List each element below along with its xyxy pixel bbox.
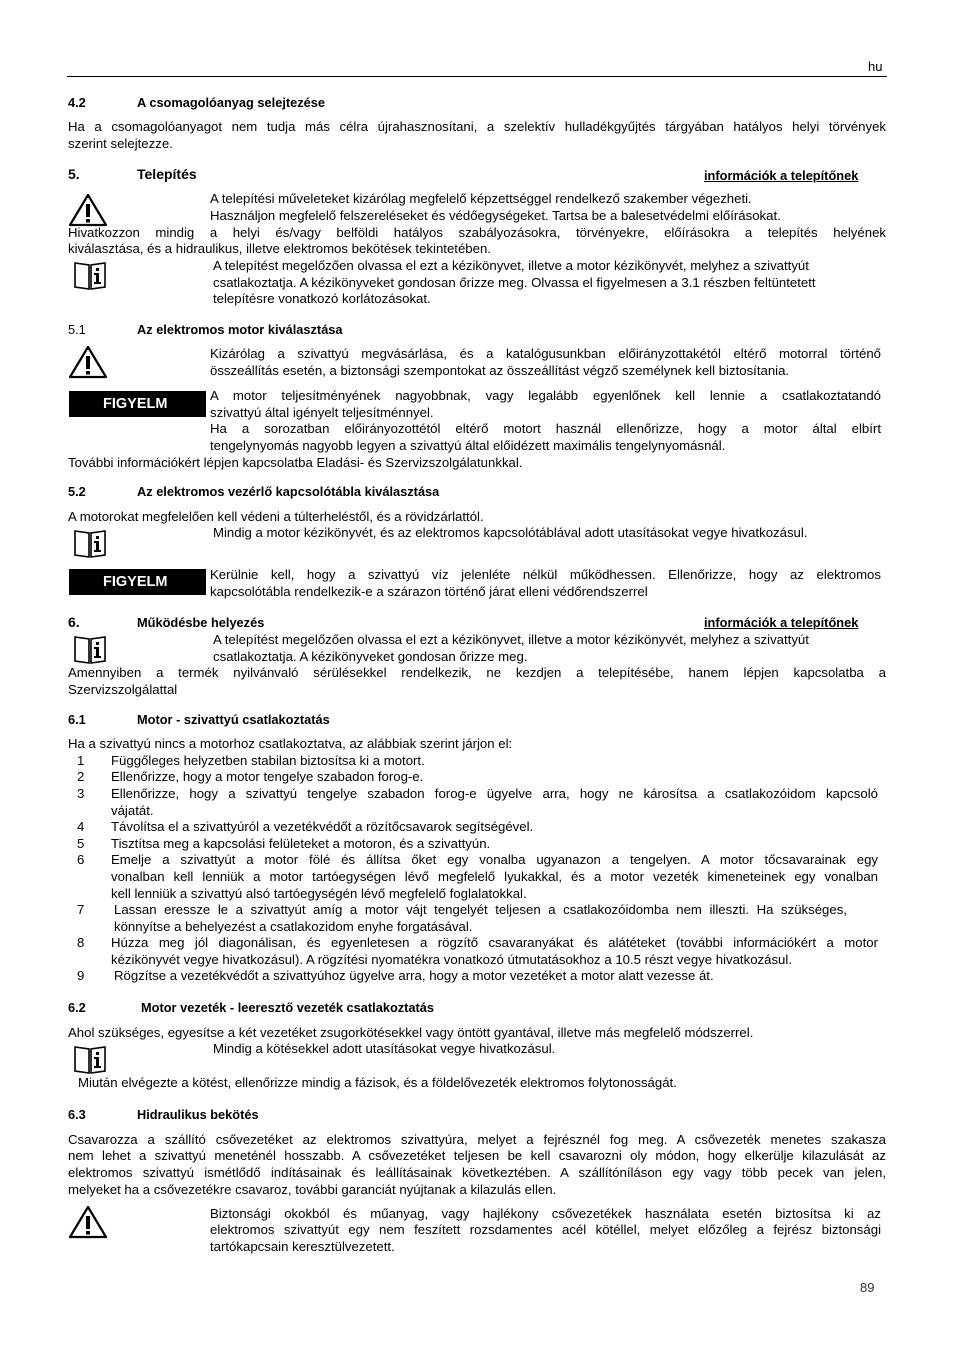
attention-label: FIGYELM bbox=[69, 569, 206, 595]
warning-icon bbox=[68, 193, 108, 227]
manual-note-line: Mindig a motor kézikönyvét, és az elektromos kapcsolótáblával adott utasításokat vegye hivatkozásul. bbox=[213, 525, 808, 540]
step-number: 8 bbox=[77, 935, 85, 950]
manual-book-icon bbox=[73, 1043, 107, 1075]
step-text: Ellenőrizze, hogy a motor tengelye szabadon forog-e. bbox=[111, 769, 424, 784]
step-number: 1 bbox=[77, 753, 85, 768]
step-text: könnyítse a behelyezést a csatlakozidom enyhe forgatásával. bbox=[114, 919, 473, 934]
paragraph-line: szerint selejtezze. bbox=[68, 136, 173, 151]
manual-note-line: A telepítést megelőzően olvassa el ezt a kézikönyvet, illetve a motor kézikönyvét, melyhez a szivattyút bbox=[213, 632, 809, 647]
paragraph-line: Ha a csomagolóanyagot nem tudja más célra újrahasznosítani, a szelektív hulladékgyűjtés tárgyában hatályos helyi törvények bbox=[68, 119, 886, 134]
section-number-6-1: 6.1 bbox=[68, 712, 86, 727]
section-title-6: Működésbe helyezés bbox=[137, 615, 265, 630]
section-number-5-2: 5.2 bbox=[68, 484, 86, 499]
step-text: Húzza meg jól diagonálisan, és egyenletesen a rögzítő csavaranyákat és alátéteket (további információkért a motor bbox=[111, 935, 878, 950]
step-text: kell lenniük a szivattyú alsó tartóegységén lévő megfelelő foglalatokkal. bbox=[111, 886, 527, 901]
attention-line: Kerülnie kell, hogy a szivattyú víz jelenléte nélkül működhessen. Ellenőrizze, hogy az elektromos bbox=[210, 567, 881, 582]
step-text: kézikönyvét vegye hivatkozásul). A rögzítési nyomatékra vonatkozó útmutatásokhoz a 10.5 részt vegye hivatkozásul. bbox=[111, 952, 792, 967]
warning-line: összeállítás esetén, a biztonsági szempontokat az összeállítást végző személynek kell biztosítania. bbox=[210, 363, 790, 378]
step-number: 9 bbox=[77, 968, 85, 983]
attention-line: A motor teljesítményének nagyobbnak, vagy legalább egyenlőnek kell lennie a csatlakoztatandó bbox=[210, 388, 881, 403]
step-number: 3 bbox=[77, 786, 85, 801]
manual-note-line: csatlakoztatja. A kézikönyveket gondosan őrizze meg. Olvassa el figyelmesen a 3.1 részben feltüntetett bbox=[213, 275, 816, 290]
warning-icon bbox=[68, 1205, 108, 1239]
warning-icon bbox=[68, 345, 108, 379]
language-code: hu bbox=[868, 59, 883, 74]
manual-book-icon bbox=[73, 633, 107, 665]
paragraph-line: elektromos szivattyú ismétlődő indításainak és leállításainak következtében. A szállítóníláson egy vagy több pecek van jelen, bbox=[68, 1165, 886, 1180]
paragraph-line: Ahol szükséges, egyesítse a két vezetéket zsugorkötésekkel vagy öntött gyantával, illetve más megfelelő módszerrel. bbox=[68, 1025, 754, 1040]
paragraph-line: A motorokat megfelelően kell védeni a túlterheléstől, és a rövidzárlattól. bbox=[68, 509, 484, 524]
attention-label: FIGYELM bbox=[69, 391, 206, 417]
manual-book-icon bbox=[73, 527, 107, 559]
section-number-5-1: 5.1 bbox=[68, 322, 86, 337]
attention-line: kapcsolótábla rendelkezik-e a szárazon történő járat elleni védőrendszerrel bbox=[210, 584, 648, 599]
step-number: 7 bbox=[77, 902, 85, 917]
step-text: Ellenőrizze, hogy a szivattyú tengelye szabadon forog-e ügyelve arra, hogy ne károsítsa a csatlakozóidom kapcsoló bbox=[111, 786, 878, 801]
paragraph-line: Amennyiben a termék nyilvánvaló sérülésekkel rendelkezik, ne kezdjen a telepítésébe, hanem lépjen kapcsolatba a bbox=[68, 665, 886, 680]
step-number: 2 bbox=[77, 769, 85, 784]
attention-line: Ha a sorozatban előirányozottétól eltérő motort használ ellenőrizze, hogy a motor által elbírt bbox=[210, 421, 881, 436]
manual-note-line: csatlakoztatja. A kézikönyveket gondosan őrizze meg. bbox=[213, 649, 528, 664]
warning-line: kiválasztása, és a hidraulikus, illetve elektromos bekötések tekintetében. bbox=[68, 241, 491, 256]
section-title-4-2: A csomagolóanyag selejtezése bbox=[137, 95, 326, 110]
attention-line: szivattyú által igényelt teljesítménnyel. bbox=[210, 405, 434, 420]
section-title-6-1: Motor - szivattyú csatlakoztatás bbox=[137, 712, 330, 727]
warning-line: Kizárólag a szivattyú megvásárlása, és a katalógusunkban előirányzottakétól eltérő motorral történő bbox=[210, 346, 881, 361]
paragraph-line: Szervizszolgálattal bbox=[68, 682, 178, 697]
step-text: Távolítsa el a szivattyúról a vezetékvédőt a rözítőcsavarok segítségével. bbox=[111, 819, 534, 834]
attention-line: tengelynyomás nagyobb legyen a szivattyú által előidézett maximális tengelynyomásnál. bbox=[210, 438, 726, 453]
paragraph-line: Miután elvégezte a kötést, ellenőrizze mindig a fázisok, és a földelővezeték elektromos folytonosságát. bbox=[78, 1075, 677, 1090]
paragraph-line: További információkért lépjen kapcsolatba Eladási- és Szervizszolgálatunkkal. bbox=[68, 455, 523, 470]
section-number-5: 5. bbox=[68, 166, 80, 182]
section-title-6-3: Hidraulikus bekötés bbox=[137, 1107, 259, 1122]
warning-line: tartókapcsain keresztülvezetett. bbox=[210, 1239, 395, 1254]
manual-note-line: telepítésre vonatkozó korlátozásokat. bbox=[213, 291, 431, 306]
step-text: Tisztítsa meg a kapcsolási felületeket a motoron, és a szivattyún. bbox=[111, 836, 491, 851]
page-number: 89 bbox=[860, 1280, 875, 1295]
installer-info-label: információk a telepítőnek bbox=[704, 168, 859, 183]
warning-line: Használjon megfelelő felszereléseket és védőegységeket. Tartsa be a balesetvédelmi előírásokat. bbox=[210, 208, 781, 223]
step-text: vonalban kell lenniük a motor tartóegységen lévő megfelelő lyukakkal, és a motor vezeték kimeneteinek egy vonalban bbox=[111, 869, 878, 884]
paragraph-line: Csavarozza a szállító csővezetéket az elektromos szivattyúra, melyet a fejrésznél fog meg. A csővezeték menetes szakasza bbox=[68, 1132, 886, 1147]
paragraph-line: melyeket ha a csővezetékre csavaroz, további garanciát nyújtanak a kilazulás ellen. bbox=[68, 1182, 557, 1197]
warning-line: elektromos szivattyút egy nem feszített rozsdamentes acél kötéllel, melyet előzőleg a fejrész biztonsági bbox=[210, 1222, 881, 1237]
header-rule bbox=[67, 76, 887, 77]
paragraph-line: Ha a szivattyú nincs a motorhoz csatlakoztatva, az alábbiak szerint járjon el: bbox=[68, 736, 513, 751]
section-number-6-2: 6.2 bbox=[68, 1000, 86, 1015]
section-title-5-1: Az elektromos motor kiválasztása bbox=[137, 322, 343, 337]
manual-note-line: Mindig a kötésekkel adott utasításokat vegye hivatkozásul. bbox=[213, 1041, 556, 1056]
warning-line: Hivatkozzon mindig a helyi és/vagy belföldi hatályos szabályozásokra, törvényekre, előírásokra a telepítés helyének bbox=[68, 225, 886, 240]
section-number-6-3: 6.3 bbox=[68, 1107, 86, 1122]
step-number: 5 bbox=[77, 836, 85, 851]
section-title-5: Telepítés bbox=[137, 166, 197, 182]
installer-info-label: információk a telepítőnek bbox=[704, 615, 859, 630]
section-number-4-2: 4.2 bbox=[68, 95, 86, 110]
step-text: vájatát. bbox=[111, 803, 154, 818]
manual-book-icon bbox=[73, 259, 107, 291]
step-text: Függőleges helyzetben stabilan biztosítsa ki a motort. bbox=[111, 753, 425, 768]
step-number: 4 bbox=[77, 819, 85, 834]
step-text: Lassan eressze le a szivattyút amíg a motor vájt tengelyét teljesen a csatlakozóidomba nem illeszti. Ha szükséges, bbox=[114, 902, 847, 917]
step-text: Rögzítse a vezetékvédőt a szivattyúhoz ügyelve arra, hogy a motor vezetéket a motor alatt vezesse át. bbox=[114, 968, 714, 983]
section-title-6-2: Motor vezeték - leeresztő vezeték csatlakoztatás bbox=[141, 1000, 435, 1015]
section-number-6: 6. bbox=[68, 614, 80, 630]
warning-line: A telepítési műveleteket kizárólag megfelelő képzettséggel rendelkező szakember végezheti. bbox=[210, 191, 752, 206]
paragraph-line: nem lehet a szivattyú meneténél hosszabb. A csővezetéket teljesen be kell csavarozni oly módon, hogy elkerülje kilazulását az bbox=[68, 1148, 886, 1163]
step-text: Emelje a szivattyút a motor fölé és állítsa őket egy vonalba ugyanazon a tengelyen. A motor tőcsavarainak egy bbox=[111, 852, 878, 867]
section-title-5-2: Az elektromos vezérlő kapcsolótábla kiválasztása bbox=[137, 484, 440, 499]
manual-note-line: A telepítést megelőzően olvassa el ezt a kézikönyvet, illetve a motor kézikönyvét, melyhez a szivattyút bbox=[213, 258, 809, 273]
step-number: 6 bbox=[77, 852, 85, 867]
warning-line: Biztonsági okokból és műanyag, vagy hajlékony csővezetékek használata esetén biztosítsa ki az bbox=[210, 1206, 881, 1221]
